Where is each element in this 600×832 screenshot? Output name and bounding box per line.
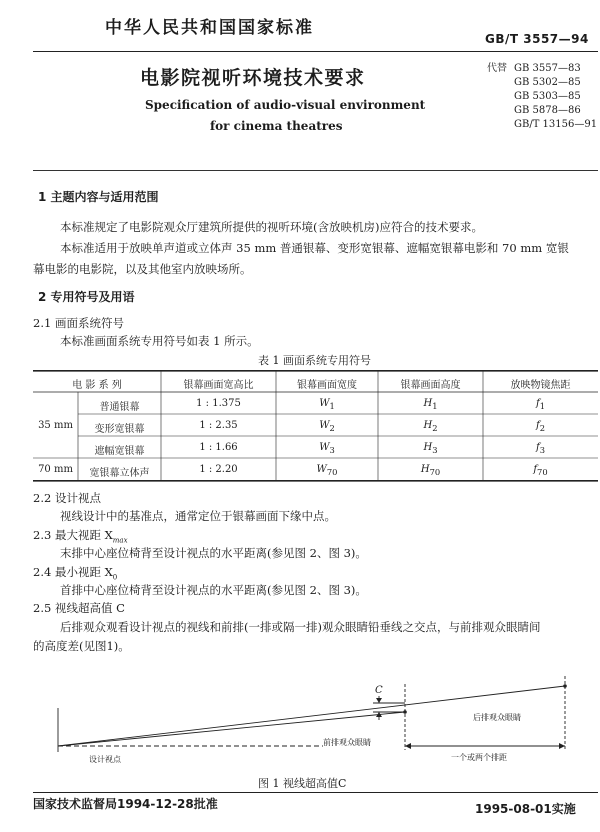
replaces-block [487, 62, 598, 130]
replaced-standard: GB/T 13156—91 [514, 119, 598, 130]
back-eye-point [563, 684, 567, 688]
section-2-3-heading: 2.3 最大视距 $X_{max}$ [33, 528, 128, 545]
section-2-5-text-cont: 的高度差(见图1)。 [33, 639, 130, 653]
group-label-35mm: 35 mm [38, 420, 73, 431]
section-2-3-text: 末排中心座位椅背至设计视点的水平距离(参见图 2、图 3)。 [60, 546, 367, 560]
english-title-line-2: for cinema theatres [210, 119, 343, 133]
header-rule [33, 51, 598, 52]
section-2-2-text: 视线设计中的基准点，通常定位于银幕画面下缘中点。 [60, 509, 336, 523]
table-cell-ratio: 1 : 2.20 [199, 464, 238, 475]
approval-statement: 国家技术监督局1994-12-28批准 [33, 797, 218, 811]
table-cell-ratio: 1 : 1.375 [196, 398, 241, 409]
row-gap-arrow-right [559, 743, 565, 749]
table-cell-series: 普通银幕 [99, 402, 140, 413]
section-2-4-text: 首排中心座位椅背至设计视点的水平距离(参见图 2、图 3)。 [60, 583, 367, 597]
table-cell-width: $W_2$ [319, 420, 335, 433]
label-front-eye: 前排观众眼睛 [323, 738, 371, 747]
table-cell-ratio: 1 : 2.35 [199, 420, 238, 431]
table-cell-width: $W_{70}$ [316, 464, 338, 477]
table-header: 电 影 系 列 [72, 380, 122, 391]
footer-rule [33, 792, 598, 793]
table-cell-height: $H_2$ [423, 420, 438, 433]
table-header: 银幕画面高度 [400, 380, 461, 391]
issuer-title: 中华人民共和国国家标准 [105, 18, 314, 38]
english-title-line-1: Specification of audio-visual environment [145, 98, 426, 112]
table-cell-width: $W_1$ [319, 398, 335, 411]
section-1-heading: 1 主题内容与适用范围 [38, 190, 159, 204]
table-cell-focal: $f_{70}$ [533, 464, 548, 477]
section-2-heading: 2 专用符号及用语 [38, 290, 135, 304]
table-cell-width: $W_3$ [319, 442, 335, 455]
replaces-list [514, 62, 597, 132]
label-design-point: 设计视点 [89, 755, 121, 764]
section-2-2-heading: 2.2 设计视点 [33, 491, 101, 505]
section-2-5-text: 后排观众观看设计视点的视线和前排(一排或隔一排)观众眼睛铅垂线之交点，与前排观众眼睛间 [60, 620, 541, 634]
table-1 [33, 370, 598, 482]
replaced-standard: GB 5878—86 [514, 105, 581, 116]
section-1-paragraph-2-cont: 幕电影的电影院，以及其他室内放映场所。 [33, 262, 252, 276]
table-cell-ratio: 1 : 1.66 [199, 442, 238, 453]
label-back-eye: 后排观众眼睛 [473, 713, 521, 722]
replaces-label: 代替 [487, 63, 507, 74]
section-1-paragraph-2: 本标准适用于放映单声道或立体声 35 mm 普通银幕、变形宽银幕、遮幅宽银幕电影和 70 mm 宽银 [60, 241, 569, 255]
table-cell-focal: $f_2$ [535, 420, 545, 433]
group-label-70mm: 70 mm [38, 464, 73, 475]
table-header: 银幕画面宽度 [297, 380, 357, 391]
replaced-standard: GB 5303—85 [514, 91, 581, 102]
front-eye-point [403, 710, 407, 714]
c-arrowhead-top [376, 698, 382, 703]
table-header: 放映物镜焦距 [510, 380, 571, 391]
row-gap-arrow-left [405, 743, 411, 749]
table-cell-height: $H_3$ [423, 442, 438, 455]
section-2-1-heading: 2.1 画面系统符号 [33, 316, 124, 330]
title-rule [33, 170, 598, 171]
table-cell-series: 宽银幕立体声 [89, 468, 150, 479]
table-cell-height: $H_{70}$ [420, 464, 441, 477]
table-cell-series: 变形宽银幕 [94, 424, 145, 435]
table-cell-height: $H_1$ [423, 398, 438, 411]
figure-1-caption: 图 1 视线超高值C [258, 777, 347, 790]
replaced-standard: GB 3557—83 [514, 63, 581, 74]
table-cell-focal: $f_3$ [535, 442, 545, 455]
table-header: 银幕画面宽高比 [183, 380, 254, 391]
section-2-4-heading: 2.4 最小视距 $X_0$ [33, 565, 118, 582]
chinese-title: 电影院视听环境技术要求 [140, 67, 366, 89]
table-1-caption: 表 1 画面系统专用符号 [258, 354, 371, 367]
section-2-5-heading: 2.5 视线超高值 C [33, 601, 125, 615]
replaced-standard: GB 5302—85 [514, 77, 581, 88]
figure-1 [33, 670, 598, 770]
table-cell-series: 遮幅宽银幕 [94, 446, 145, 457]
table-cell-focal: $f_1$ [535, 398, 545, 411]
standard-number: GB/T 3557—94 [485, 32, 589, 46]
label-row-gap: 一个或两个排距 [451, 753, 507, 762]
section-2-1-text: 本标准画面系统专用符号如表 1 所示。 [60, 334, 259, 348]
label-c: C [375, 685, 383, 696]
effective-date: 1995-08-01实施 [475, 802, 576, 816]
section-1-paragraph-1: 本标准规定了电影院观众厅建筑所提供的视听环境(含放映机房)应符合的技术要求。 [60, 220, 483, 234]
